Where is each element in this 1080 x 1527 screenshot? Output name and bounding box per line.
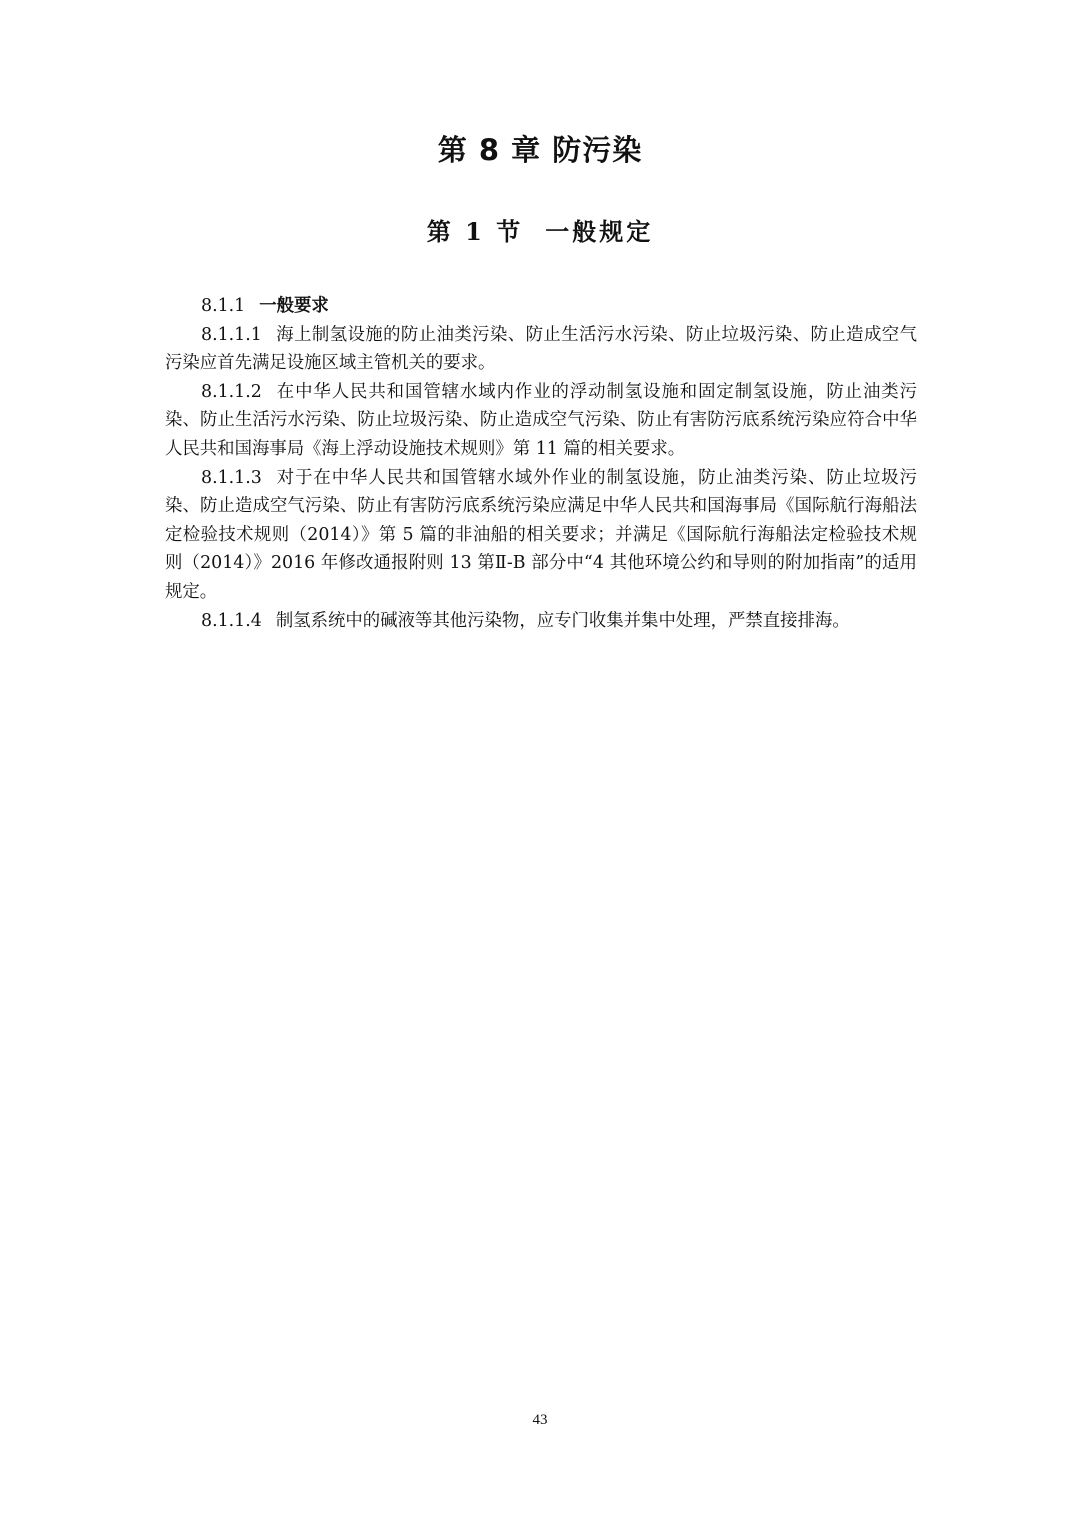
clause-paragraph [165, 321, 917, 378]
clause-text: 海上制氢设施的防止油类污染、防止生活污水污染、防止垃圾污染、防止造成空气污染应首先满足设施区域主管机关的要求。 [165, 324, 917, 374]
page-number: 43 [532, 1412, 548, 1428]
section-heading: 一般规定 [545, 217, 654, 246]
clause-number: 8.1.1.2 [201, 381, 262, 402]
document-body [165, 292, 917, 635]
clause-number: 8.1.1 [201, 296, 246, 316]
clause-heading-text: 一般要求 [259, 296, 329, 316]
clause-paragraph [165, 607, 917, 636]
chapter-title: 第 8 章 防污染 [437, 133, 643, 167]
clause-number: 8.1.1.4 [201, 610, 262, 631]
clause-paragraph [165, 378, 917, 464]
section-number: 第 1 节 [426, 217, 524, 246]
clause-text: 对于在中华人民共和国管辖水域外作业的制氢设施，防止油类污染、防止垃圾污染、防止造成空气污染、防止有害防污底系统污染应满足中华人民共和国海事局《国际航行海船法定检验技术规则（2014）》第 5 篇的非油船的相关要求；并满足《国际航行海船法定检验技术规则（2014）》2016 年修改通报附则 13 第Ⅱ-B 部分中“4 其他环境公约和导则的附加指南”的适用规定。 [165, 467, 917, 602]
clause-number: 8.1.1.1 [201, 324, 262, 345]
clause-heading [165, 292, 917, 321]
section-title [0, 212, 1080, 252]
clause-number: 8.1.1.3 [201, 467, 262, 488]
clause-paragraph [165, 464, 917, 607]
clause-text: 制氢系统中的碱液等其他污染物，应专门收集并集中处理，严禁直接排海。 [275, 610, 850, 631]
clause-text: 在中华人民共和国管辖水域内作业的浮动制氢设施和固定制氢设施，防止油类污染、防止生活污水污染、防止垃圾污染、防止造成空气污染、防止有害防污底系统污染应符合中华人民共和国海事局《海上浮动设施技术规则》第 11 篇的相关要求。 [165, 381, 917, 459]
